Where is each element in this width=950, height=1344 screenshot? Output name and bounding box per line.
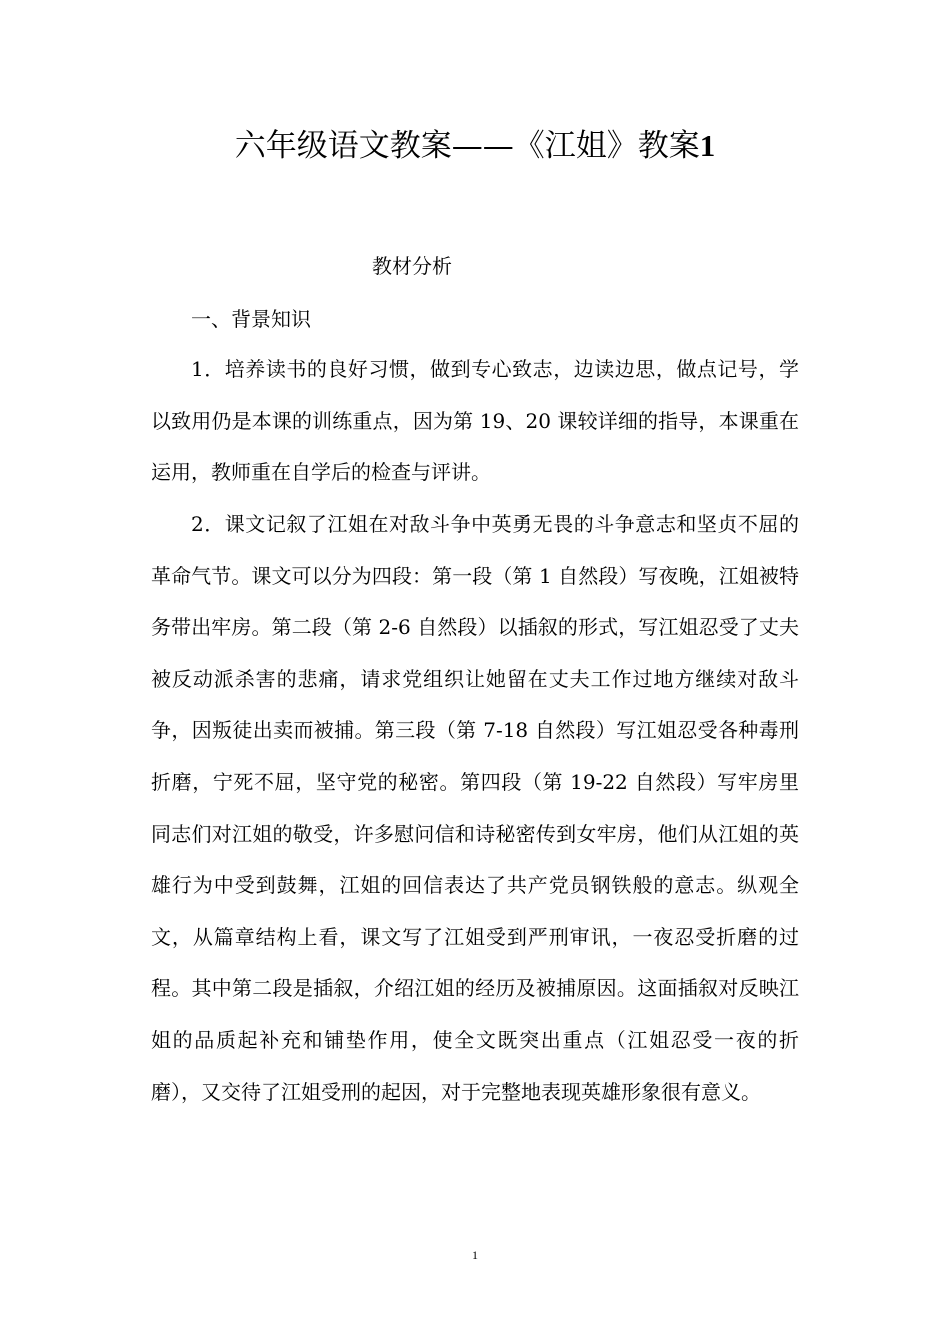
paragraph-1: 1．培养读书的良好习惯，做到专心致志，边读边思，做点记号，学以致用仍是本课的训练重点，因为第 19、20 课较详细的指导，本课重在运用，教师重在自学后的检查与评讲。	[151, 357, 799, 485]
page-number: 1	[472, 1248, 478, 1262]
paragraph-2: 2．课文记叙了江姐在对敌斗争中英勇无畏的斗争意志和坚贞不屈的革命气节。课文可以分为四段：第一段（第 1 自然段）写夜晚，江姐被特务带出牢房。第二段（第 2-6 自然段）以插叙的形式，写江姐忍受了丈夫被反动派杀害的悲痛，请求党组织让她留在丈夫工作过地方继续对敌斗争，因叛徒出卖而被捕。第三段（第 7-18 自然段）写江姐忍受各种毒刑折磨，宁死不屈，坚守党的秘密。第四段（第 19-22 自然段）写牢房里同志们对江姐的敬受，许多慰问信和诗秘密传到女牢房，他们从江姐的英雄行为中受到鼓舞，江姐的回信表达了共产党员钢铁般的意志。纵观全文，从篇章结构上看，课文写了江姐受到严刑审讯，一夜忍受折磨的过程。其中第二段是插叙，介绍江姐的经历及被捕原因。这面插叙对反映江姐的品质起补充和铺垫作用，使全文既突出重点（江姐忍受一夜的折磨），又交待了江姐受刑的起因，对于完整地表现英雄形象很有意义。	[151, 512, 799, 1104]
document-title-number: 1	[699, 128, 716, 163]
background-knowledge-heading: 一、背景知识	[191, 307, 311, 331]
section-heading: 教材分析	[372, 254, 452, 278]
document-title	[0, 120, 950, 172]
document-title-text: 六年级语文教案——《江姐》教案	[234, 128, 700, 164]
